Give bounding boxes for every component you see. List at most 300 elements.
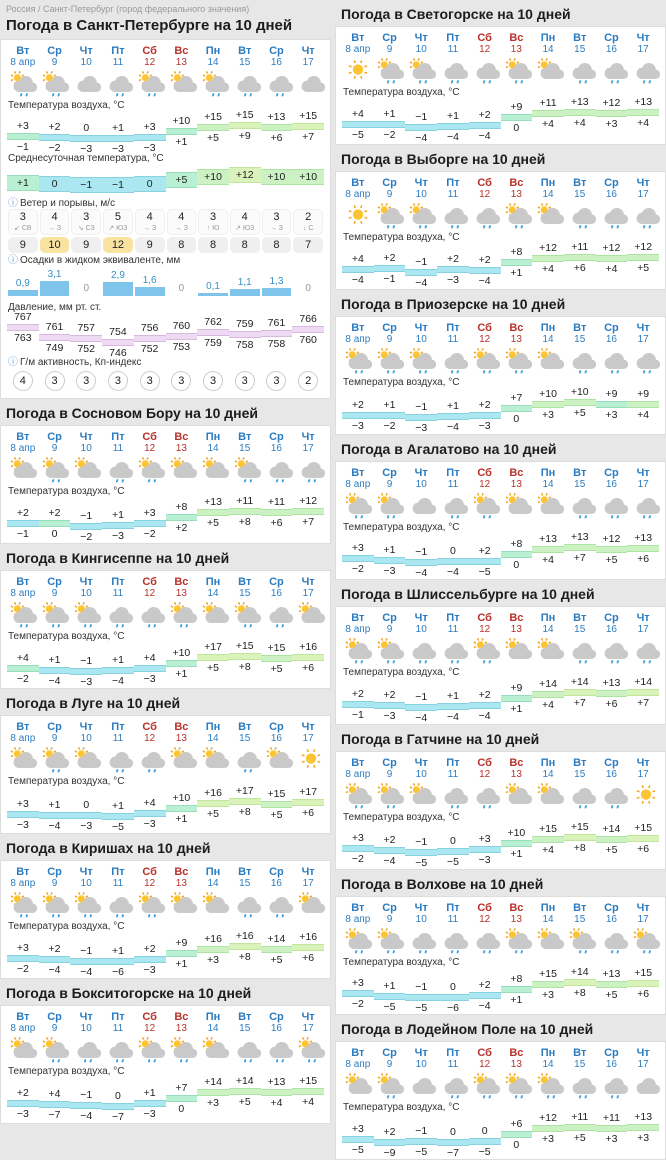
day-header[interactable] — [564, 174, 596, 200]
temp-day-cell — [70, 642, 102, 688]
day-of-week-label: Пн — [540, 612, 556, 624]
day-header[interactable] — [70, 42, 102, 68]
temp-max-label: +15 — [570, 821, 589, 833]
temp-max-label: +4 — [351, 253, 364, 265]
day-header[interactable] — [596, 464, 628, 490]
temp-max-label: +14 — [267, 933, 286, 945]
temp-day-cell — [39, 111, 71, 154]
temp-band — [469, 1138, 501, 1145]
day-header[interactable] — [596, 899, 628, 925]
day-of-week-label: Пт — [446, 177, 460, 189]
day-header[interactable] — [437, 464, 469, 490]
day-header[interactable] — [627, 609, 659, 635]
day-header[interactable] — [342, 174, 374, 200]
day-header[interactable] — [39, 42, 71, 68]
day-header[interactable] — [374, 464, 406, 490]
day-header[interactable] — [469, 1044, 501, 1070]
city-title[interactable]: Погода в Киришах на 10 дней — [6, 840, 211, 856]
day-header[interactable] — [469, 174, 501, 200]
day-header[interactable] — [102, 573, 134, 599]
city-weather-block — [0, 689, 331, 834]
day-header[interactable] — [532, 174, 564, 200]
day-header[interactable] — [627, 464, 659, 490]
day-header[interactable] — [39, 573, 71, 599]
temp-max-label: +4 — [16, 652, 29, 664]
day-header[interactable] — [501, 319, 533, 345]
sun-cloud-icon — [199, 889, 231, 919]
day-header[interactable] — [469, 754, 501, 780]
day-header[interactable] — [7, 718, 39, 744]
day-header[interactable] — [229, 718, 261, 744]
temp-min-label: −5 — [383, 1001, 396, 1013]
day-of-week-label: Вт — [16, 45, 30, 57]
geomag-value: 4 — [13, 371, 33, 391]
temp-day-cell — [292, 497, 324, 539]
day-of-week-label: Пт — [111, 1011, 125, 1023]
temp-day-cell — [342, 533, 374, 575]
day-header[interactable] — [292, 863, 324, 889]
day-header[interactable] — [437, 174, 469, 200]
day-header[interactable] — [342, 319, 374, 345]
day-header[interactable] — [197, 428, 229, 454]
sun-cloud-rain-icon — [7, 889, 39, 919]
day-header[interactable] — [501, 754, 533, 780]
day-header[interactable] — [532, 1044, 564, 1070]
temp-band — [292, 654, 324, 661]
temp-min-label: −4 — [415, 277, 428, 289]
day-header[interactable] — [374, 29, 406, 55]
day-header[interactable] — [197, 42, 229, 68]
section-label-text: Среднесуточная температура, °C — [8, 153, 164, 164]
day-header[interactable] — [532, 609, 564, 635]
temp-min-label: −1 — [351, 709, 364, 721]
day-date-label: 11 — [447, 334, 459, 345]
temp-band — [166, 1095, 198, 1102]
day-header[interactable] — [437, 1044, 469, 1070]
day-of-week-label: Вс — [509, 612, 524, 624]
temp-max-label: +8 — [510, 538, 523, 550]
day-header[interactable] — [596, 29, 628, 55]
temp-min-label: +5 — [573, 407, 586, 419]
temp-day-cell — [564, 968, 596, 1010]
day-header[interactable] — [469, 319, 501, 345]
day-header[interactable] — [39, 1008, 71, 1034]
day-header[interactable] — [501, 29, 533, 55]
day-header[interactable] — [7, 573, 39, 599]
day-date-label: 16 — [605, 334, 617, 345]
sun-cloud-icon — [167, 68, 199, 98]
city-title[interactable]: Погода в Агалатово на 10 дней — [341, 441, 557, 457]
wind-speed-box — [198, 209, 228, 235]
day-header[interactable] — [102, 428, 134, 454]
day-header[interactable] — [405, 174, 437, 200]
wind-speed-box — [103, 209, 133, 235]
day-header[interactable] — [229, 42, 261, 68]
sun-cloud-rain-icon — [71, 599, 103, 629]
day-header[interactable] — [374, 899, 406, 925]
day-header[interactable] — [342, 464, 374, 490]
day-date-label: 8 апр — [10, 1023, 36, 1034]
temp-day-cell — [197, 111, 229, 151]
city-title[interactable]: Погода в Кингисеппе на 10 дней — [6, 550, 230, 566]
day-header[interactable] — [166, 863, 198, 889]
city-title[interactable]: Погода в Сосновом Бору на 10 дней — [6, 405, 258, 421]
day-header[interactable] — [102, 42, 134, 68]
day-header[interactable] — [342, 609, 374, 635]
sun-cloud-icon — [167, 889, 199, 919]
day-header[interactable] — [197, 1008, 229, 1034]
day-header[interactable] — [7, 863, 39, 889]
city-title[interactable]: Погода в Луге на 10 дней — [6, 695, 181, 711]
day-header[interactable] — [596, 754, 628, 780]
day-header[interactable] — [134, 1008, 166, 1034]
icons-row — [342, 55, 659, 85]
temp-max-label: +3 — [143, 507, 156, 519]
sun-cloud-rain-icon — [502, 345, 534, 375]
day-header[interactable] — [134, 42, 166, 68]
day-header[interactable] — [102, 863, 134, 889]
temp-max-label: +4 — [143, 652, 156, 664]
day-header[interactable] — [261, 42, 293, 68]
temperature-chart — [7, 930, 324, 978]
temp-max-label: +10 — [172, 115, 191, 127]
day-header[interactable] — [134, 573, 166, 599]
day-header[interactable] — [261, 863, 293, 889]
day-header[interactable] — [564, 464, 596, 490]
temp-day-cell — [166, 932, 198, 974]
geomag-value: 3 — [45, 371, 65, 391]
day-header[interactable] — [532, 754, 564, 780]
city-title[interactable]: Погода в Волхове на 10 дней — [341, 876, 544, 892]
breadcrumb[interactable]: Россия / Санкт-Петербург (город федерального значения) — [6, 4, 250, 14]
day-of-week-label: Сб — [477, 467, 492, 479]
temp-max-label: +2 — [383, 1126, 396, 1138]
temp-min-label: +7 — [573, 697, 586, 709]
geomag-cell — [7, 368, 39, 394]
temp-day-cell — [501, 243, 533, 285]
temp-band — [596, 401, 628, 408]
info-icon[interactable]: ⓘ — [8, 198, 18, 209]
day-header[interactable] — [627, 29, 659, 55]
day-header[interactable] — [102, 718, 134, 744]
temp-band — [405, 559, 437, 566]
temp-min-label: −5 — [415, 1146, 428, 1158]
day-header[interactable] — [437, 754, 469, 780]
day-header[interactable] — [627, 174, 659, 200]
day-header[interactable] — [532, 29, 564, 55]
sun-cloud-rain-icon — [342, 925, 374, 955]
day-date-label: 16 — [270, 733, 282, 744]
city-title[interactable]: Погода в Гатчине на 10 дней — [341, 731, 540, 747]
temp-min-label: −3 — [383, 710, 396, 722]
temp-day-cell — [532, 968, 564, 1010]
pressure-day-cell — [70, 313, 102, 355]
sun-cloud-rain-icon — [470, 635, 502, 665]
temp-band — [405, 849, 437, 856]
day-header[interactable] — [627, 899, 659, 925]
temp-max-label: +11 — [539, 97, 557, 109]
day-header[interactable] — [405, 319, 437, 345]
temp-min-label: +3 — [542, 409, 555, 421]
temp-band — [7, 520, 39, 527]
day-header[interactable] — [469, 609, 501, 635]
day-date-label: 16 — [270, 443, 282, 454]
temp-band — [405, 124, 437, 131]
day-header[interactable] — [7, 428, 39, 454]
cloud-rain-icon — [598, 1070, 630, 1100]
day-header[interactable] — [374, 609, 406, 635]
temp-min-label: +1 — [510, 848, 523, 860]
cloud-rain-icon — [231, 1034, 263, 1064]
section-label-text: Ветер и порывы, м/с — [20, 198, 116, 209]
day-header[interactable] — [469, 29, 501, 55]
sun-cloud-icon — [71, 454, 103, 484]
day-header[interactable] — [405, 464, 437, 490]
day-header[interactable] — [292, 573, 324, 599]
day-header[interactable] — [70, 718, 102, 744]
day-header[interactable] — [596, 609, 628, 635]
day-header[interactable] — [469, 899, 501, 925]
day-header[interactable] — [166, 573, 198, 599]
day-header[interactable] — [627, 1044, 659, 1070]
temp-min-label: −5 — [478, 1146, 491, 1158]
info-icon[interactable]: ⓘ — [8, 357, 18, 368]
day-header[interactable] — [166, 1008, 198, 1034]
day-header[interactable] — [39, 863, 71, 889]
day-of-week-label: Вт — [573, 1047, 587, 1059]
temp-day-cell — [469, 533, 501, 578]
day-header[interactable] — [229, 1008, 261, 1034]
temp-band — [532, 110, 564, 117]
temp-max-label: +12 — [634, 241, 653, 253]
day-header[interactable] — [532, 319, 564, 345]
sun-cloud-rain-icon — [231, 454, 263, 484]
city-title[interactable]: Погода в Лодейном Поле на 10 дней — [341, 1021, 594, 1037]
temp-min-label: −4 — [446, 566, 459, 578]
day-header[interactable] — [261, 718, 293, 744]
day-header[interactable] — [197, 573, 229, 599]
day-header[interactable] — [501, 464, 533, 490]
city-title[interactable]: Погода в Шлиссельбурге на 10 дней — [341, 586, 595, 602]
temp-min-label: +4 — [302, 1096, 315, 1108]
day-header[interactable] — [166, 42, 198, 68]
temp-max-label: +3 — [16, 120, 29, 132]
temp-min-label: −4 — [446, 421, 459, 433]
day-header[interactable] — [501, 609, 533, 635]
day-header[interactable] — [261, 1008, 293, 1034]
temp-day-cell — [437, 968, 469, 1014]
day-header[interactable] — [134, 718, 166, 744]
day-header[interactable] — [342, 29, 374, 55]
temp-min-label: −4 — [111, 675, 124, 687]
day-header[interactable] — [134, 428, 166, 454]
day-header[interactable] — [292, 428, 324, 454]
day-header[interactable] — [197, 718, 229, 744]
day-header[interactable] — [596, 1044, 628, 1070]
temp-max-label: +2 — [48, 507, 61, 519]
day-header[interactable] — [501, 1044, 533, 1070]
temperature-chart — [342, 676, 659, 724]
day-of-week-label: Чт — [301, 1011, 315, 1023]
day-header[interactable] — [564, 754, 596, 780]
day-header[interactable] — [342, 754, 374, 780]
day-date-label: 12 — [479, 1059, 491, 1070]
day-date-label: 16 — [605, 914, 617, 925]
city-title[interactable]: Погода в Приозерске на 10 дней — [341, 296, 566, 312]
day-date-label: 14 — [207, 733, 219, 744]
day-header[interactable] — [342, 1044, 374, 1070]
day-header[interactable] — [197, 863, 229, 889]
day-header[interactable] — [501, 174, 533, 200]
temp-day-cell — [596, 968, 628, 1010]
day-header[interactable] — [261, 573, 293, 599]
day-header[interactable] — [405, 754, 437, 780]
city-title[interactable]: Погода в Бокситогорске на 10 дней — [6, 985, 252, 1001]
day-header[interactable] — [405, 29, 437, 55]
day-header[interactable] — [229, 573, 261, 599]
temp-min-label: +6 — [302, 662, 315, 674]
day-header[interactable] — [70, 1008, 102, 1034]
wind-cell — [197, 209, 229, 253]
temp-day-cell — [627, 388, 659, 430]
sun-cloud-rain-icon — [630, 925, 662, 955]
day-header[interactable] — [39, 428, 71, 454]
temp-max-label: −1 — [80, 1089, 93, 1101]
info-icon[interactable]: ⓘ — [8, 255, 18, 266]
day-header[interactable] — [292, 42, 324, 68]
section-label-text: Давление, мм рт. ст. — [8, 302, 102, 313]
day-header[interactable] — [437, 899, 469, 925]
temp-day-cell — [596, 388, 628, 430]
temp-day-cell — [102, 642, 134, 687]
temp-max-label: +2 — [383, 689, 396, 701]
pressure-band — [197, 329, 229, 336]
temp-day-cell — [469, 98, 501, 140]
day-header[interactable] — [229, 863, 261, 889]
cloud-rain-icon — [630, 490, 662, 520]
temp-min-label: +8 — [238, 516, 251, 528]
day-header[interactable] — [7, 42, 39, 68]
day-header[interactable] — [342, 899, 374, 925]
temp-min-label: −5 — [351, 1144, 364, 1156]
city-title[interactable]: Погода в Выборге на 10 дней — [341, 151, 546, 167]
day-header[interactable] — [564, 609, 596, 635]
day-header[interactable] — [374, 754, 406, 780]
day-header[interactable] — [7, 1008, 39, 1034]
temp-min-label: +4 — [573, 117, 586, 129]
cloud-rain-icon — [263, 454, 295, 484]
day-date-label: 10 — [415, 334, 427, 345]
wind-speed-value: 4 — [178, 211, 185, 223]
day-header[interactable] — [532, 899, 564, 925]
day-header[interactable] — [166, 718, 198, 744]
day-header[interactable] — [564, 899, 596, 925]
precip-bar — [40, 281, 70, 296]
day-header[interactable] — [374, 174, 406, 200]
day-header[interactable] — [532, 464, 564, 490]
temp-day-cell — [405, 968, 437, 1014]
day-date-label: 14 — [542, 914, 554, 925]
day-header[interactable] — [564, 1044, 596, 1070]
day-header[interactable] — [564, 29, 596, 55]
day-of-week-label: Ср — [382, 467, 397, 479]
day-header[interactable] — [405, 609, 437, 635]
sun-cloud-icon — [502, 780, 534, 810]
day-header[interactable] — [292, 718, 324, 744]
day-header[interactable] — [374, 319, 406, 345]
temp-day-cell — [564, 98, 596, 140]
day-header[interactable] — [70, 863, 102, 889]
day-header[interactable] — [39, 718, 71, 744]
pressure-min-label: 746 — [109, 347, 127, 359]
day-header[interactable] — [469, 464, 501, 490]
day-header[interactable] — [596, 174, 628, 200]
day-date-label: 8 апр — [10, 57, 36, 68]
temp-max-label: +15 — [634, 822, 653, 834]
sun-cloud-rain-icon — [135, 1034, 167, 1064]
sun-cloud-icon — [199, 454, 231, 484]
temp-band — [134, 810, 166, 817]
day-of-week-label: Пн — [540, 902, 556, 914]
sun-cloud-rain-icon — [534, 1070, 566, 1100]
day-header[interactable] — [134, 863, 166, 889]
geomag-cell — [39, 368, 71, 394]
sun-cloud-rain-icon — [135, 454, 167, 484]
day-header[interactable] — [437, 319, 469, 345]
sun-cloud-icon — [167, 744, 199, 774]
day-of-week-label: Ср — [47, 721, 62, 733]
temp-min-label: −3 — [16, 1108, 29, 1120]
day-header[interactable] — [501, 899, 533, 925]
temp-band — [229, 508, 261, 515]
day-header[interactable] — [405, 1044, 437, 1070]
temp-band — [342, 845, 374, 852]
pressure-band — [7, 324, 39, 331]
day-header[interactable] — [292, 1008, 324, 1034]
day-header[interactable] — [261, 428, 293, 454]
temp-min-label: −3 — [478, 854, 491, 866]
day-date-label: 11 — [447, 1059, 459, 1070]
day-header[interactable] — [70, 428, 102, 454]
day-header[interactable] — [70, 573, 102, 599]
day-date-label: 14 — [207, 57, 219, 68]
precip-value: 0,9 — [15, 278, 30, 289]
day-header[interactable] — [596, 319, 628, 345]
day-header[interactable] — [229, 428, 261, 454]
city-title[interactable]: Погода в Светогорске на 10 дней — [341, 6, 571, 22]
day-header[interactable] — [374, 1044, 406, 1070]
day-of-week-label: Сб — [477, 1047, 492, 1059]
day-header[interactable] — [437, 29, 469, 55]
day-header-row — [7, 428, 324, 454]
temp-band — [501, 986, 533, 993]
day-of-week-label: Чт — [414, 757, 428, 769]
temp-band — [39, 667, 71, 674]
day-header[interactable] — [627, 754, 659, 780]
day-header[interactable] — [102, 1008, 134, 1034]
day-header[interactable] — [437, 609, 469, 635]
temp-day-cell — [627, 533, 659, 575]
temp-day-cell — [405, 678, 437, 724]
pressure-max-label: 767 — [14, 311, 32, 323]
day-of-week-label: Вт — [351, 467, 365, 479]
temp-min-label: −3 — [143, 142, 156, 154]
day-header[interactable] — [405, 899, 437, 925]
day-header[interactable] — [564, 319, 596, 345]
temp-min-label: +6 — [637, 843, 650, 855]
day-header[interactable] — [166, 428, 198, 454]
day-header[interactable] — [627, 319, 659, 345]
